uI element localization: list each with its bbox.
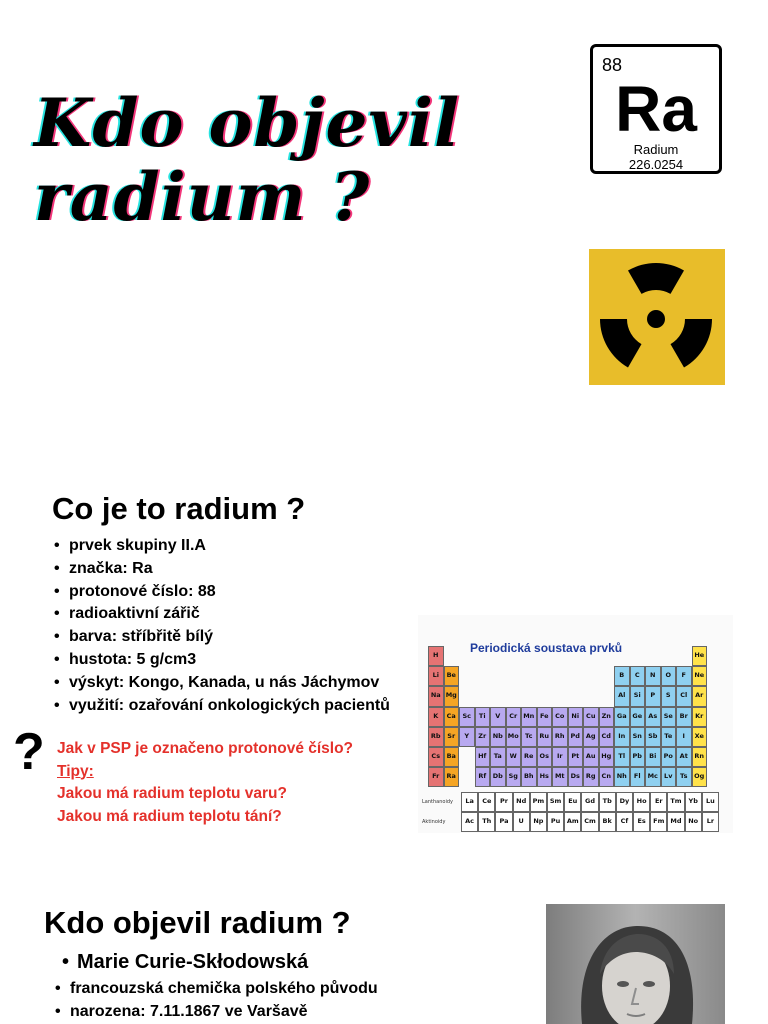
section-heading-who-discovered: Kdo objevil radium ? — [44, 905, 351, 940]
element-cell: Na — [428, 686, 444, 706]
question-mark-icon: ? — [13, 723, 45, 781]
element-cell: Bh — [521, 767, 537, 787]
element-cell: Lv — [661, 767, 677, 787]
element-cell: Yb — [685, 792, 702, 812]
element-cell: Mg — [444, 686, 460, 706]
element-cell: No — [685, 812, 702, 832]
element-cell: Kr — [692, 707, 708, 727]
element-cell: V — [490, 707, 506, 727]
element-symbol: Ra — [615, 73, 697, 145]
element-name: Radium — [633, 142, 679, 157]
element-cell: Cl — [676, 686, 692, 706]
element-cell: Rg — [583, 767, 599, 787]
question-boiling-point: Jakou má radium teplotu varu? — [57, 785, 287, 802]
actinides-label: Aktinoidy — [422, 819, 446, 825]
element-cell: Cn — [599, 767, 615, 787]
element-cell: Co — [552, 707, 568, 727]
element-cell: Zn — [599, 707, 615, 727]
element-cell: Tm — [667, 792, 684, 812]
question-melting-point: Jakou má radium teplotu tání? — [57, 807, 282, 825]
element-cell: Cf — [616, 812, 633, 832]
element-cell: Cu — [583, 707, 599, 727]
element-cell: U — [513, 812, 530, 832]
element-cell: Ca — [444, 707, 460, 727]
element-cell: Be — [444, 666, 460, 686]
element-cell: Ru — [537, 727, 553, 747]
element-cell: Ga — [614, 707, 630, 727]
element-cell: Lr — [702, 812, 719, 832]
element-cell: Se — [661, 707, 677, 727]
element-cell: F — [676, 666, 692, 686]
element-cell: Li — [428, 666, 444, 686]
element-cell: Rb — [428, 727, 444, 747]
list-item: • barva: stříbřitě bílý — [52, 626, 390, 649]
radium-facts-list — [52, 535, 390, 717]
element-cell: Th — [478, 812, 495, 832]
element-cell: Sc — [459, 707, 475, 727]
element-cell: Eu — [564, 792, 581, 812]
element-cell: Ta — [490, 747, 506, 767]
element-cell: Bi — [645, 747, 661, 767]
element-cell: Re — [521, 747, 537, 767]
element-cell: Er — [650, 792, 667, 812]
element-cell: Ba — [444, 747, 460, 767]
element-cell: Rn — [692, 747, 708, 767]
element-cell: Bk — [599, 812, 616, 832]
list-item: • využití: ozařování onkologických pacientů — [52, 695, 390, 718]
list-item: • hustota: 5 g/cm3 — [52, 649, 390, 672]
element-cell: Am — [564, 812, 581, 832]
tips-label: Tipy: — [57, 762, 94, 780]
element-cell: Ge — [630, 707, 646, 727]
element-cell: Tc — [521, 727, 537, 747]
list-item: • protonové číslo: 88 — [52, 581, 390, 604]
element-cell: P — [645, 686, 661, 706]
element-cell: Pa — [495, 812, 512, 832]
element-cell: Nb — [490, 727, 506, 747]
list-item: • značka: Ra — [52, 558, 390, 581]
element-cell: Ac — [461, 812, 478, 832]
list-item: • výskyt: Kongo, Kanada, u nás Jáchymov — [52, 672, 390, 695]
element-cell: Ag — [583, 727, 599, 747]
element-cell: Mc — [645, 767, 661, 787]
element-cell: Np — [530, 812, 547, 832]
atomic-mass: 226.0254 — [628, 157, 684, 172]
element-cell: Nh — [614, 767, 630, 787]
element-cell: Zr — [475, 727, 491, 747]
element-cell: Rf — [475, 767, 491, 787]
list-item: • radioaktivní zářič — [52, 603, 390, 626]
element-cell: Md — [667, 812, 684, 832]
periodic-table-image — [418, 615, 733, 833]
element-cell: As — [645, 707, 661, 727]
element-cell: Ra — [444, 767, 460, 787]
element-cell: Pr — [495, 792, 512, 812]
lanthanides-label: Lanthanoidy — [422, 799, 453, 805]
page-title — [34, 86, 554, 234]
element-cell: Lu — [702, 792, 719, 812]
list-item: • narozena: 7.11.1867 ve Varšavě — [53, 1001, 378, 1024]
element-cell: I — [676, 727, 692, 747]
element-cell: Sn — [630, 727, 646, 747]
element-cell: Sb — [645, 727, 661, 747]
element-cell: Te — [661, 727, 677, 747]
element-cell: S — [661, 686, 677, 706]
title-line-1: Kdo objevil — [34, 84, 461, 162]
element-cell: Ho — [633, 792, 650, 812]
element-cell: Ar — [692, 686, 708, 706]
element-cell: Fe — [537, 707, 553, 727]
section-heading-what-is-radium: Co je to radium ? — [52, 491, 306, 526]
element-cell: Rh — [552, 727, 568, 747]
element-cell: Ce — [478, 792, 495, 812]
element-cell: Sm — [547, 792, 564, 812]
questions-block — [57, 738, 353, 828]
element-cell: Es — [633, 812, 650, 832]
element-cell: Ti — [475, 707, 491, 727]
element-cell: Mn — [521, 707, 537, 727]
element-cell: Dy — [616, 792, 633, 812]
list-item: • prvek skupiny II.A — [52, 535, 390, 558]
element-cell: Ds — [568, 767, 584, 787]
element-cell: Gd — [581, 792, 598, 812]
question-proton-number: Jak v PSP je označeno protonové číslo? — [57, 740, 354, 757]
element-cell: C — [630, 666, 646, 686]
periodic-table-title: Periodická soustava prvků — [470, 641, 623, 655]
element-cell: Fm — [650, 812, 667, 832]
element-cell: K — [428, 707, 444, 727]
element-cell: H — [428, 646, 444, 666]
radiation-hazard-icon — [589, 249, 725, 385]
element-cell: Au — [583, 747, 599, 767]
element-cell: Pu — [547, 812, 564, 832]
element-cell: Tb — [599, 792, 616, 812]
element-cell: B — [614, 666, 630, 686]
element-cell: Hg — [599, 747, 615, 767]
element-cell: He — [692, 646, 708, 666]
element-cell: Cs — [428, 747, 444, 767]
element-cell: O — [661, 666, 677, 686]
title-line-2: radium ? — [34, 158, 371, 236]
element-cell: Hf — [475, 747, 491, 767]
element-cell: Sr — [444, 727, 460, 747]
element-cell: Cr — [506, 707, 522, 727]
element-cell: W — [506, 747, 522, 767]
element-cell: Ts — [676, 767, 692, 787]
discoverer-facts-list — [53, 978, 378, 1024]
element-cell: Y — [459, 727, 475, 747]
element-cell: Pt — [568, 747, 584, 767]
portrait-photo — [546, 904, 725, 1024]
element-tile — [590, 44, 722, 174]
list-item: • francouzská chemička polského původu — [53, 978, 378, 1001]
element-cell: Cm — [581, 812, 598, 832]
atomic-number: 88 — [602, 55, 623, 75]
element-cell: Ir — [552, 747, 568, 767]
element-cell: Db — [490, 767, 506, 787]
element-cell: Fr — [428, 767, 444, 787]
element-cell: Tl — [614, 747, 630, 767]
element-cell: Og — [692, 767, 708, 787]
element-cell: Mt — [552, 767, 568, 787]
element-cell: Si — [630, 686, 646, 706]
element-cell: N — [645, 666, 661, 686]
discoverer-name: • Marie Curie-Skłodowská — [62, 951, 308, 974]
element-cell: Al — [614, 686, 630, 706]
element-cell: Ni — [568, 707, 584, 727]
element-cell: Ne — [692, 666, 708, 686]
element-cell: Po — [661, 747, 677, 767]
element-cell: Br — [676, 707, 692, 727]
element-cell: Nd — [513, 792, 530, 812]
element-cell: La — [461, 792, 478, 812]
element-cell: Mo — [506, 727, 522, 747]
element-cell: At — [676, 747, 692, 767]
element-cell: In — [614, 727, 630, 747]
element-cell: Os — [537, 747, 553, 767]
element-cell: Sg — [506, 767, 522, 787]
element-cell: Pm — [530, 792, 547, 812]
element-cell: Pd — [568, 727, 584, 747]
element-cell: Pb — [630, 747, 646, 767]
element-cell: Hs — [537, 767, 553, 787]
element-cell: Xe — [692, 727, 708, 747]
element-cell: Fl — [630, 767, 646, 787]
element-cell: Cd — [599, 727, 615, 747]
